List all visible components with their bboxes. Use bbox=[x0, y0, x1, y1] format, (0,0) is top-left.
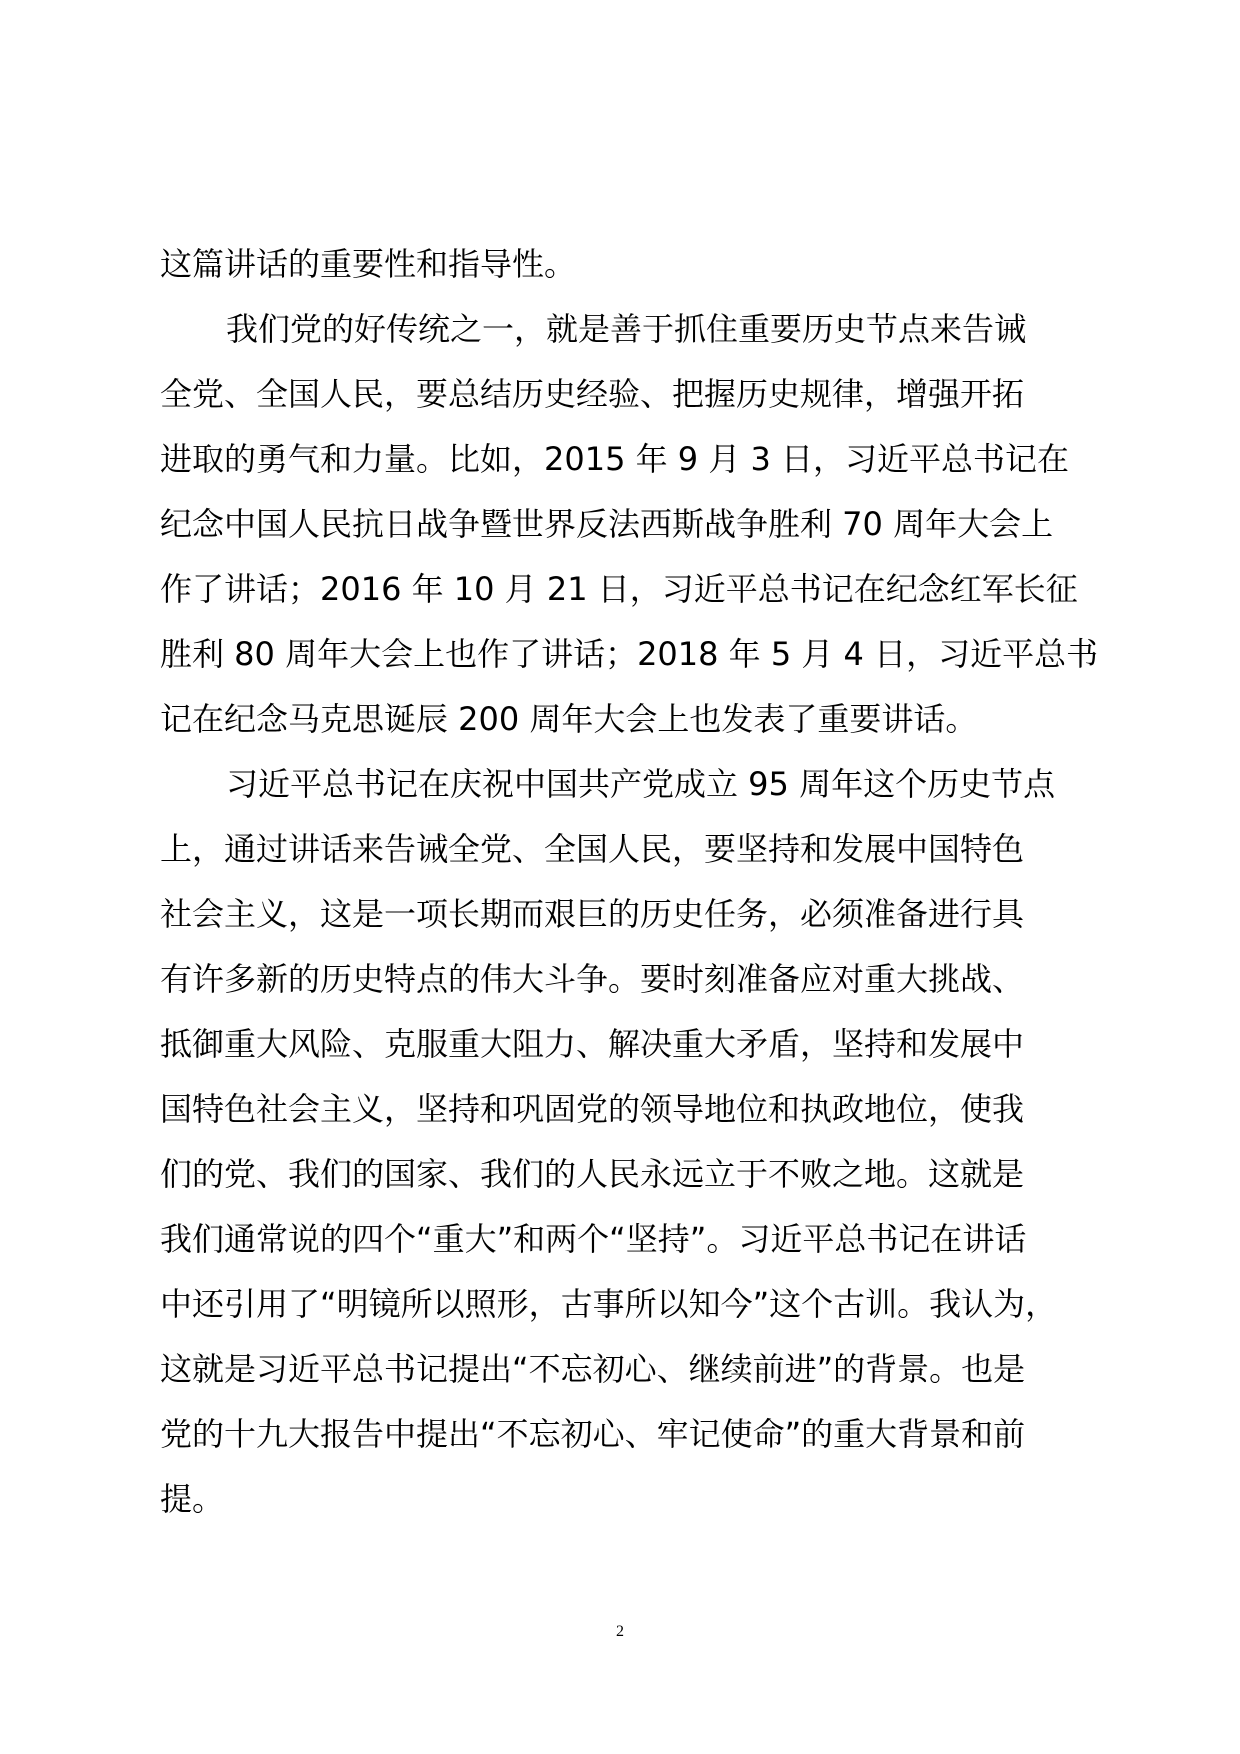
text-line: 这就是习近平总书记提出“不忘初心、继续前进”的背景。也是 bbox=[160, 1350, 1026, 1388]
text-line: 有许多新的历史特点的伟大斗争。要时刻准备应对重大挑战、 bbox=[160, 960, 1025, 998]
text-line: 全党、全国人民，要总结历史经验、把握历史规律，增强开拓 bbox=[160, 375, 1025, 413]
text-line: 我们通常说的四个“重大”和两个“坚持”。习近平总书记在讲话 bbox=[160, 1220, 1027, 1258]
text-line: 进取的勇气和力量。比如，2015 年 9 月 3 日，习近平总书记在 bbox=[160, 440, 1070, 478]
body-text bbox=[160, 232, 1099, 1532]
text-line: 社会主义，这是一项长期而艰巨的历史任务，必须准备进行具 bbox=[160, 895, 1025, 933]
paragraph-start-line: 习近平总书记在庆祝中国共产党成立 95 周年这个历史节点 bbox=[226, 765, 1056, 803]
text-line: 记在纪念马克思诞辰 200 周年大会上也发表了重要讲话。 bbox=[160, 700, 978, 738]
text-line: 提。 bbox=[160, 1480, 225, 1518]
text-line: 纪念中国人民抗日战争暨世界反法西斯战争胜利 70 周年大会上 bbox=[160, 505, 1054, 543]
text-line: 中还引用了“明镜所以照形，古事所以知今”这个古训。我认为， bbox=[160, 1285, 1058, 1323]
text-line: 党的十九大报告中提出“不忘初心、牢记使命”的重大背景和前 bbox=[160, 1415, 1026, 1453]
text-line: 国特色社会主义，坚持和巩固党的领导地位和执政地位，使我 bbox=[160, 1090, 1025, 1128]
paragraph-start-line: 我们党的好传统之一，就是善于抓住重要历史节点来告诫 bbox=[226, 310, 1027, 348]
text-line: 这篇讲话的重要性和指导性。 bbox=[160, 245, 577, 283]
text-line: 胜利 80 周年大会上也作了讲话；2018 年 5 月 4 日，习近平总书 bbox=[160, 635, 1099, 673]
page-number: 2 bbox=[616, 1623, 624, 1640]
text-line: 作了讲话；2016 年 10 月 21 日，习近平总书记在纪念红军长征 bbox=[160, 570, 1078, 608]
text-line: 上，通过讲话来告诫全党、全国人民，要坚持和发展中国特色 bbox=[160, 830, 1025, 868]
text-line: 们的党、我们的国家、我们的人民永远立于不败之地。这就是 bbox=[160, 1155, 1025, 1193]
text-line: 抵御重大风险、克服重大阻力、解决重大矛盾，坚持和发展中 bbox=[160, 1025, 1025, 1063]
